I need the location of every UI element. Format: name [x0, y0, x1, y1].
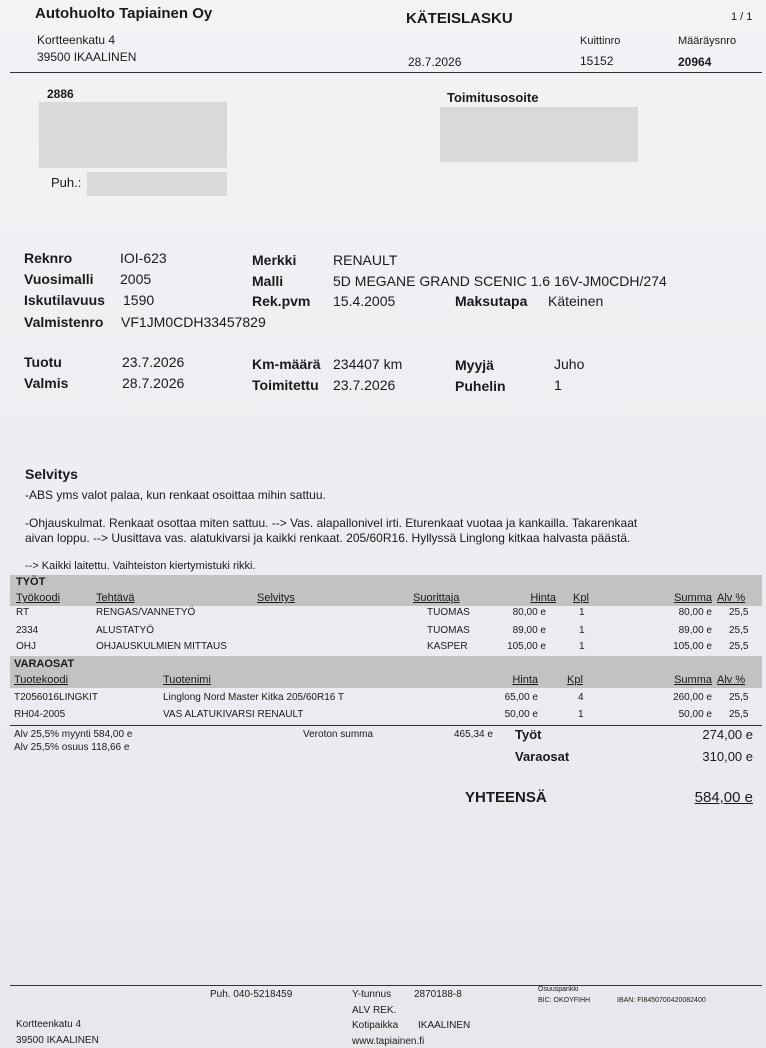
company-name: Autohuolto Tapiainen Oy	[35, 5, 213, 22]
model-label: Malli	[252, 273, 284, 289]
works-row-worker: KASPER	[427, 641, 468, 652]
payment-label: Maksutapa	[455, 293, 528, 309]
parts-row-price: 50,00 e	[504, 709, 538, 720]
works-row-price: 80,00 e	[512, 607, 546, 618]
company-street: Kortteenkatu 4	[37, 33, 116, 47]
vin-label: Valmistenro	[24, 314, 104, 330]
parts-row-sum: 50,00 e	[678, 709, 712, 720]
works-title: TYÖT	[16, 576, 46, 588]
works-row-price: 89,00 e	[512, 625, 546, 636]
works-row-sum: 80,00 e	[678, 607, 712, 618]
parts-col-vat: Alv %	[717, 674, 746, 686]
explanation-line-2: -Ohjauskulmat. Renkaat osottaa miten sattuu. --> Vas. alapallonivel irti. Eturenkaat vuotaa ja kankailla. Takarenkaat	[25, 516, 638, 530]
parts-title: VARAOSAT	[14, 658, 75, 670]
in-label: Tuotu	[24, 354, 62, 370]
payment-value: Käteinen	[548, 293, 604, 309]
footer-street: Kortteenkatu 4	[16, 1019, 82, 1030]
order-number: 20964	[678, 55, 712, 69]
footer-divider	[10, 985, 762, 986]
works-row-worker: TUOMAS	[427, 625, 470, 636]
works-col-qty: Kpl	[573, 592, 589, 604]
works-row-sum: 89,00 e	[678, 625, 712, 636]
km-value: 234407 km	[333, 356, 403, 372]
works-row-qty: 1	[579, 625, 585, 636]
parts-row-vat: 25,5	[729, 709, 749, 720]
parts-row-code: T2056016LINGKIT	[14, 692, 98, 703]
regdate-label: Rek.pvm	[252, 293, 311, 309]
works-col-sum: Summa	[674, 592, 712, 604]
works-row-code: OHJ	[16, 641, 36, 652]
customer-number: 2886	[47, 87, 74, 101]
delivered-label: Toimitettu	[252, 377, 319, 393]
phone-label: Puhelin	[455, 378, 506, 394]
works-row-code: RT	[16, 607, 30, 618]
in-value: 23.7.2026	[122, 354, 185, 370]
vin-value: VF1JM0CDH33457829	[121, 314, 266, 330]
footer-ytunnus-label: Y-tunnus	[352, 989, 392, 1000]
footer-domicile-label: Kotipaikka	[352, 1020, 399, 1031]
displacement-value: 1590	[123, 292, 155, 308]
works-row-task: RENGAS/VANNETYÖ	[96, 607, 196, 618]
page-number: 1 / 1	[731, 11, 753, 23]
footer-ytunnus: 2870188-8	[414, 989, 462, 1000]
grand-total-value: 584,00 e	[694, 789, 753, 806]
works-col-worker: Suorittaja	[413, 592, 460, 604]
make-value: RENAULT	[333, 252, 398, 268]
explanation-title: Selvitys	[25, 466, 78, 482]
explanation-line-1: -ABS yms valot palaa, kun renkaat osoittaa mihin sattuu.	[25, 488, 326, 502]
vat-share: Alv 25,5% osuus 118,66 e	[14, 742, 130, 753]
works-row-vat: 25,5	[729, 625, 749, 636]
ready-label: Valmis	[24, 375, 69, 391]
make-label: Merkki	[252, 252, 297, 268]
company-city: 39500 IKAALINEN	[37, 50, 137, 64]
works-row-vat: 25,5	[729, 607, 749, 618]
parts-col-price: Hinta	[512, 674, 538, 686]
parts-total-label: Varaosat	[515, 749, 570, 764]
year-value: 2005	[120, 271, 152, 287]
works-col-code: Työkoodi	[16, 592, 61, 604]
ready-value: 28.7.2026	[122, 375, 185, 391]
taxfree-value: 465,34 e	[454, 729, 493, 740]
parts-row-qty: 4	[578, 692, 584, 703]
footer-bic: BIC: OKOYFIHH	[538, 997, 591, 1004]
footer-alv: ALV REK.	[352, 1005, 397, 1016]
grand-total-label: YHTEENSÄ	[465, 789, 547, 806]
explanation-line-3: aivan loppu. --> Uusittava vas. alatukivarsi ja kaikki renkaat. 205/60R16. Hyllyssä Linglong kitkaa halvasta päästä.	[25, 531, 631, 545]
parts-col-sum: Summa	[674, 674, 712, 686]
reg-label: Reknro	[24, 250, 73, 266]
parts-row-qty: 1	[578, 709, 584, 720]
footer-domicile: IKAALINEN	[418, 1020, 471, 1031]
vat-sales: Alv 25,5% myynti 584,00 e	[14, 729, 133, 740]
parts-col-code: Tuotekoodi	[14, 674, 69, 686]
works-row-code: 2334	[16, 625, 39, 636]
customer-phone-label: Puh.:	[51, 175, 82, 190]
delivery-address-label: Toimitusosoite	[447, 90, 539, 105]
footer-city: 39500 IKAALINEN	[16, 1035, 99, 1046]
explanation-line-4: --> Kaikki laitettu. Vaihteiston kiertymistuki rikki.	[25, 560, 256, 572]
parts-total-value: 310,00 e	[702, 749, 753, 764]
works-row-task: ALUSTATYÖ	[96, 625, 154, 636]
displacement-label: Iskutilavuus	[24, 292, 105, 308]
works-row-qty: 1	[579, 607, 585, 618]
redacted-delivery-address	[440, 107, 638, 162]
invoice-date: 28.7.2026	[408, 55, 462, 69]
seller-value: Juho	[554, 356, 585, 372]
footer-iban: IBAN: FI8450700420082400	[617, 997, 706, 1004]
year-label: Vuosimalli	[24, 271, 94, 287]
parts-row-name: Linglong Nord Master Kitka 205/60R16 T	[163, 692, 345, 703]
totals-divider	[10, 725, 762, 726]
works-col-expl: Selvitys	[257, 592, 295, 604]
works-row-sum: 105,00 e	[673, 641, 712, 652]
works-row-vat: 25,5	[729, 641, 749, 652]
footer-web: www.tapiainen.fi	[352, 1036, 425, 1047]
works-total-label: Työt	[515, 727, 542, 742]
receipt-label: Kuittinro	[580, 35, 621, 47]
phone-value: 1	[554, 377, 562, 393]
works-col-price: Hinta	[530, 592, 556, 604]
works-col-vat: Alv %	[717, 592, 746, 604]
order-label: Määräysnro	[678, 35, 737, 47]
footer-phone: Puh. 040-5218459	[210, 989, 293, 1000]
parts-row-name: VAS ALATUKIVARSI RENAULT	[163, 709, 304, 720]
parts-col-qty: Kpl	[567, 674, 583, 686]
reg-value: IOI-623	[120, 250, 167, 266]
works-col-task: Tehtävä	[96, 592, 135, 604]
header-divider	[10, 72, 762, 73]
document-title: KÄTEISLASKU	[406, 10, 513, 27]
receipt-number: 15152	[580, 54, 614, 68]
delivered-value: 23.7.2026	[333, 377, 396, 393]
works-row-price: 105,00 e	[507, 641, 546, 652]
works-total-value: 274,00 e	[702, 727, 753, 742]
parts-row-sum: 260,00 e	[673, 692, 712, 703]
parts-row-code: RH04-2005	[14, 709, 66, 720]
seller-label: Myyjä	[455, 357, 494, 373]
taxfree-label: Veroton summa	[303, 729, 374, 740]
regdate-value: 15.4.2005	[333, 293, 396, 309]
works-row-task: OHJAUSKULMIEN MITTAUS	[96, 641, 227, 652]
works-row-qty: 1	[579, 641, 585, 652]
km-label: Km-määrä	[252, 356, 321, 372]
footer-bank: Osuuspankki	[538, 986, 579, 993]
parts-col-name: Tuotenimi	[163, 674, 211, 686]
redacted-customer-address	[39, 102, 227, 168]
works-row-worker: TUOMAS	[427, 607, 470, 618]
redacted-customer-phone	[87, 172, 227, 196]
parts-row-price: 65,00 e	[504, 692, 538, 703]
model-value: 5D MEGANE GRAND SCENIC 1.6 16V-JM0CDH/274	[333, 273, 667, 289]
parts-row-vat: 25,5	[729, 692, 749, 703]
